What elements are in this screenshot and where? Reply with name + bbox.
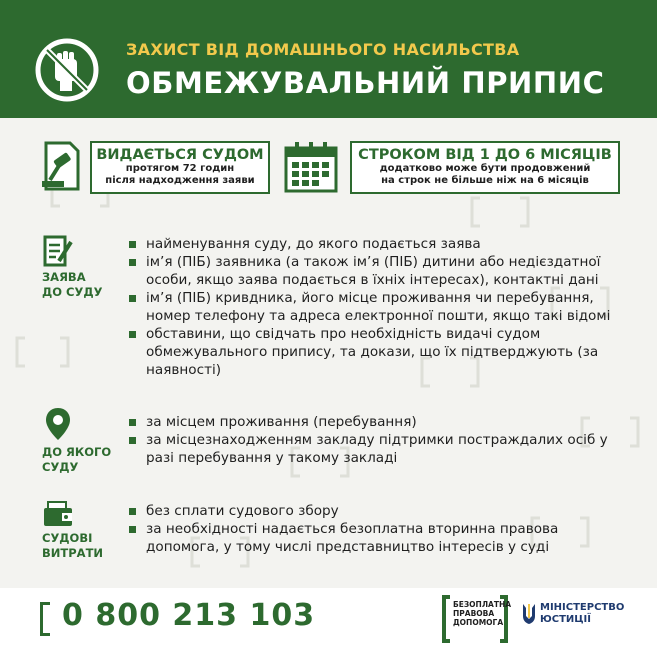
ministry-line1: МІНІСТЕРСТВО (540, 602, 625, 613)
stop-violence-icon (34, 37, 100, 103)
issued-by-court-box (90, 141, 270, 194)
issued-by-court-line2: після надходження заяви (105, 175, 255, 186)
list-item: за місцезнаходженням закладу підтримки постраждалих осіб у разі перебування у такому закладі (128, 431, 628, 467)
location-pin-icon (44, 406, 72, 442)
list-item: за місцем проживання (перебування) (128, 413, 628, 431)
issued-by-court-line1: протягом 72 годин (125, 163, 235, 174)
legal-aid-line2: ПРАВОВА (453, 609, 495, 618)
which-court-label-line1: ДО ЯКОГО (42, 445, 112, 459)
ministry-logo-text (540, 602, 624, 626)
costs-label-line2: ВИТРАТИ (42, 546, 104, 560)
costs-label (42, 531, 103, 561)
wallet-icon (42, 500, 74, 528)
term-box (350, 141, 620, 194)
list-item: за необхідності надається безоплатна вторинна правова допомога, у тому числі представництво інтересів у суді (128, 520, 628, 556)
ministry-line2: ЮСТИЦІЇ (540, 614, 591, 625)
list-item: ім’я (ПІБ) заявника (а також ім’я (ПІБ) дитини або недієздатної особи, якщо заява подається в їхніх інтересах), контактні дані (128, 253, 628, 289)
term-line1: додатково може бути продовжений (379, 163, 591, 174)
calendar-icon (283, 140, 339, 194)
document-pen-icon (42, 234, 74, 268)
hotline-phone[interactable]: 0 800 213 103 (62, 598, 316, 633)
application-label-line1: ЗАЯВА (42, 270, 86, 284)
list-item: ім’я (ПІБ) кривдника, його місце проживання чи перебування, номер телефону та адреса електронної пошти, якщо такі відомі (128, 289, 628, 325)
issued-by-court-title: ВИДАЄТЬСЯ СУДОМ (96, 147, 264, 163)
list-item: без сплати судового збору (128, 502, 628, 520)
application-label-line2: ДО СУДУ (42, 285, 103, 299)
header-subtitle: ЗАХИСТ ВІД ДОМАШНЬОГО НАСИЛЬСТВА (126, 40, 520, 59)
term-title: СТРОКОМ ВІД 1 ДО 6 МІСЯЦІВ (358, 147, 612, 163)
application-label (42, 270, 102, 300)
list-item: найменування суду, до якого подається заява (128, 235, 628, 253)
term-line2: на строк не більше ніж на 6 місяців (381, 175, 589, 186)
costs-label-line1: СУДОВІ (42, 531, 93, 545)
which-court-label-line2: СУДУ (42, 460, 79, 474)
phone-bracket-icon (40, 602, 50, 636)
trident-icon (521, 602, 537, 626)
page-title: ОБМЕЖУВАЛЬНИЙ ПРИПИС (126, 66, 605, 100)
costs-list (128, 502, 628, 556)
gavel-document-icon (40, 140, 84, 194)
application-list (128, 235, 628, 379)
legal-aid-line3: ДОПОМОГА (453, 618, 504, 627)
footer (0, 588, 657, 657)
legal-aid-line1: БЕЗОПЛАТНА (453, 600, 512, 609)
list-item: обставини, що свідчать про необхідність видачі судом обмежувального припису, та докази, що їх підтверджують (за наявності) (128, 325, 628, 379)
legal-aid-text (453, 600, 511, 627)
header-banner (0, 0, 657, 118)
which-court-list (128, 413, 628, 467)
which-court-label (42, 445, 111, 475)
